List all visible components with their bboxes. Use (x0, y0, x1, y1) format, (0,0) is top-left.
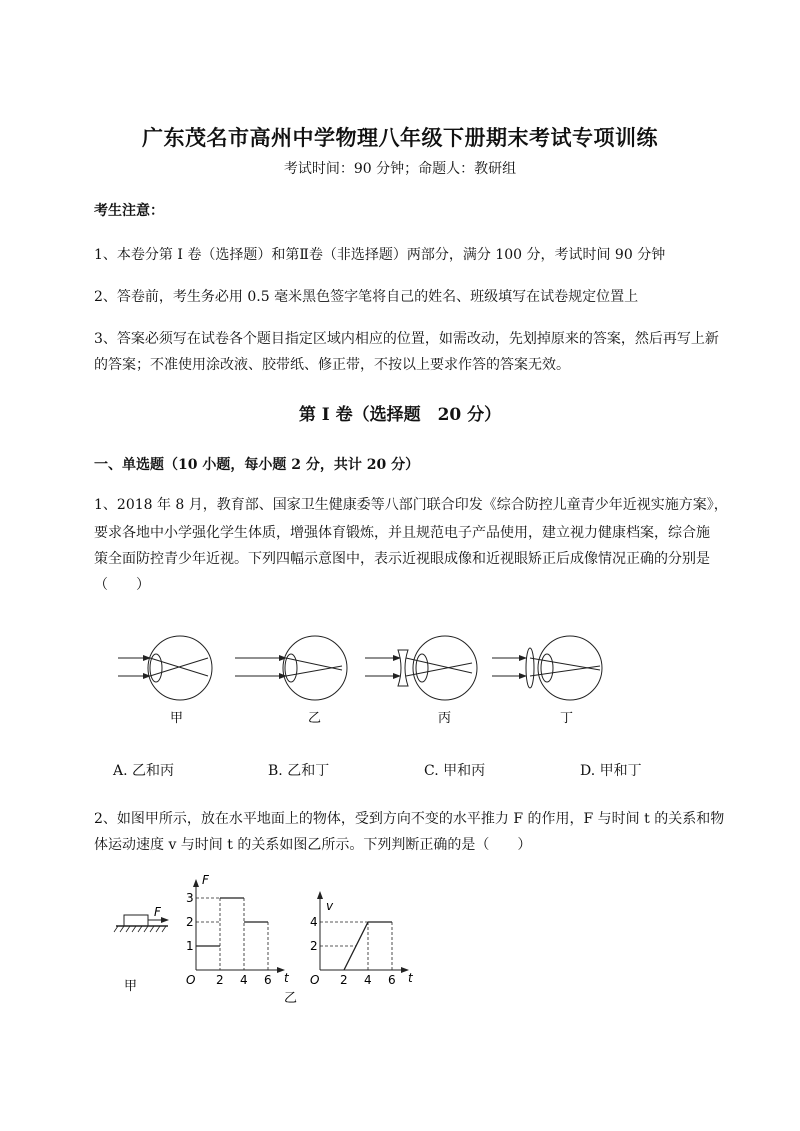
f-tick-3: 3 (186, 891, 194, 905)
notice-item-3-cont: 的答案；不准使用涂改液、胶带纸、修正带，不按以上要求作答的答案无效。 (94, 357, 570, 373)
v-t-axis: t (408, 971, 413, 985)
v-tick-2: 2 (310, 939, 318, 953)
eye-bing (365, 636, 477, 700)
label-ding: 丁 (560, 711, 574, 726)
v-t-tick-4: 4 (364, 973, 372, 987)
v-t-tick-2: 2 (340, 973, 348, 987)
section-title: 第 I 卷（选择题 20 分） (298, 405, 502, 425)
v-origin: O (310, 973, 320, 987)
q1-line-1: 1、2018 年 8 月，教育部、国家卫生健康委等八部门联合印发《综合防控儿童青少年近视实施方案》， (94, 497, 728, 513)
notice-item-2: 2、答卷前，考生务必用 0.5 毫米黑色签字笔将自己的姓名、班级填写在试卷规定位置上 (94, 289, 639, 305)
eye-yi (235, 636, 347, 700)
fig-yi-label: 乙 (284, 991, 298, 1006)
q1-line-2: 要求各地中小学强化学生体质，增强体育锻炼，并且规范电子产品使用，建立视力健康档案，综合施 (94, 525, 710, 541)
label-yi: 乙 (308, 711, 322, 726)
q2-figure (112, 870, 432, 1010)
f-t-axis: t (284, 971, 289, 985)
exam-info: 考试时间：90 分钟；命题人：教研组 (283, 161, 517, 177)
eye-jia (118, 636, 212, 700)
fig-jia-label: 甲 (124, 979, 138, 994)
notice-item-1: 1、本卷分第 I 卷（选择题）和第Ⅱ卷（非选择题）两部分，满分 100 分，考试时间 90 分钟 (94, 247, 666, 263)
f-t-tick-4: 4 (240, 973, 248, 987)
notice-item-3: 3、答案必须写在试卷各个题目指定区域内相应的位置，如需改动，先划掉原来的答案，然后再写上新 (94, 331, 719, 347)
force-label: F (154, 905, 161, 919)
eye-ding (492, 636, 602, 700)
q1-option-c[interactable]: C. 甲和丙 (424, 763, 486, 779)
eye-diagrams (110, 628, 610, 728)
q2-line-1: 2、如图甲所示，放在水平地面上的物体，受到方向不变的水平推力 F 的作用，F 与时间 t 的关系和物 (94, 811, 725, 827)
label-jia: 甲 (170, 711, 184, 726)
q1-option-d[interactable]: D. 甲和丁 (580, 763, 642, 779)
q1-option-a[interactable]: A. 乙和丙 (113, 763, 175, 779)
part-heading: 一、单选题（10 小题，每小题 2 分，共计 20 分） (94, 457, 420, 473)
f-t-tick-2: 2 (216, 973, 224, 987)
f-t-graph (196, 880, 284, 970)
f-t-tick-6: 6 (264, 973, 272, 987)
q1-option-b[interactable]: B. 乙和丁 (268, 763, 330, 779)
v-tick-4: 4 (310, 915, 318, 929)
f-tick-2: 2 (186, 915, 194, 929)
q1-line-3: 策全面防控青少年近视。下列四幅示意图中，表示近视眼成像和近视眼矫正后成像情况正确的分别是 (94, 551, 710, 567)
v-t-graph (320, 892, 408, 970)
label-bing: 丙 (438, 711, 452, 726)
v-t-tick-6: 6 (388, 973, 396, 987)
v-axis-label: v (326, 899, 334, 913)
f-origin: O (186, 973, 196, 987)
q2-line-2: 体运动速度 v 与时间 t 的关系如图乙所示。下列判断正确的是（ ） (94, 837, 532, 853)
q1-line-4: （ ） (94, 577, 150, 593)
f-axis-label: F (202, 873, 209, 887)
f-tick-1: 1 (186, 939, 194, 953)
notice-heading: 考生注意： (94, 203, 164, 219)
page-title: 广东茂名市高州中学物理八年级下册期末考试专项训练 (142, 125, 658, 150)
